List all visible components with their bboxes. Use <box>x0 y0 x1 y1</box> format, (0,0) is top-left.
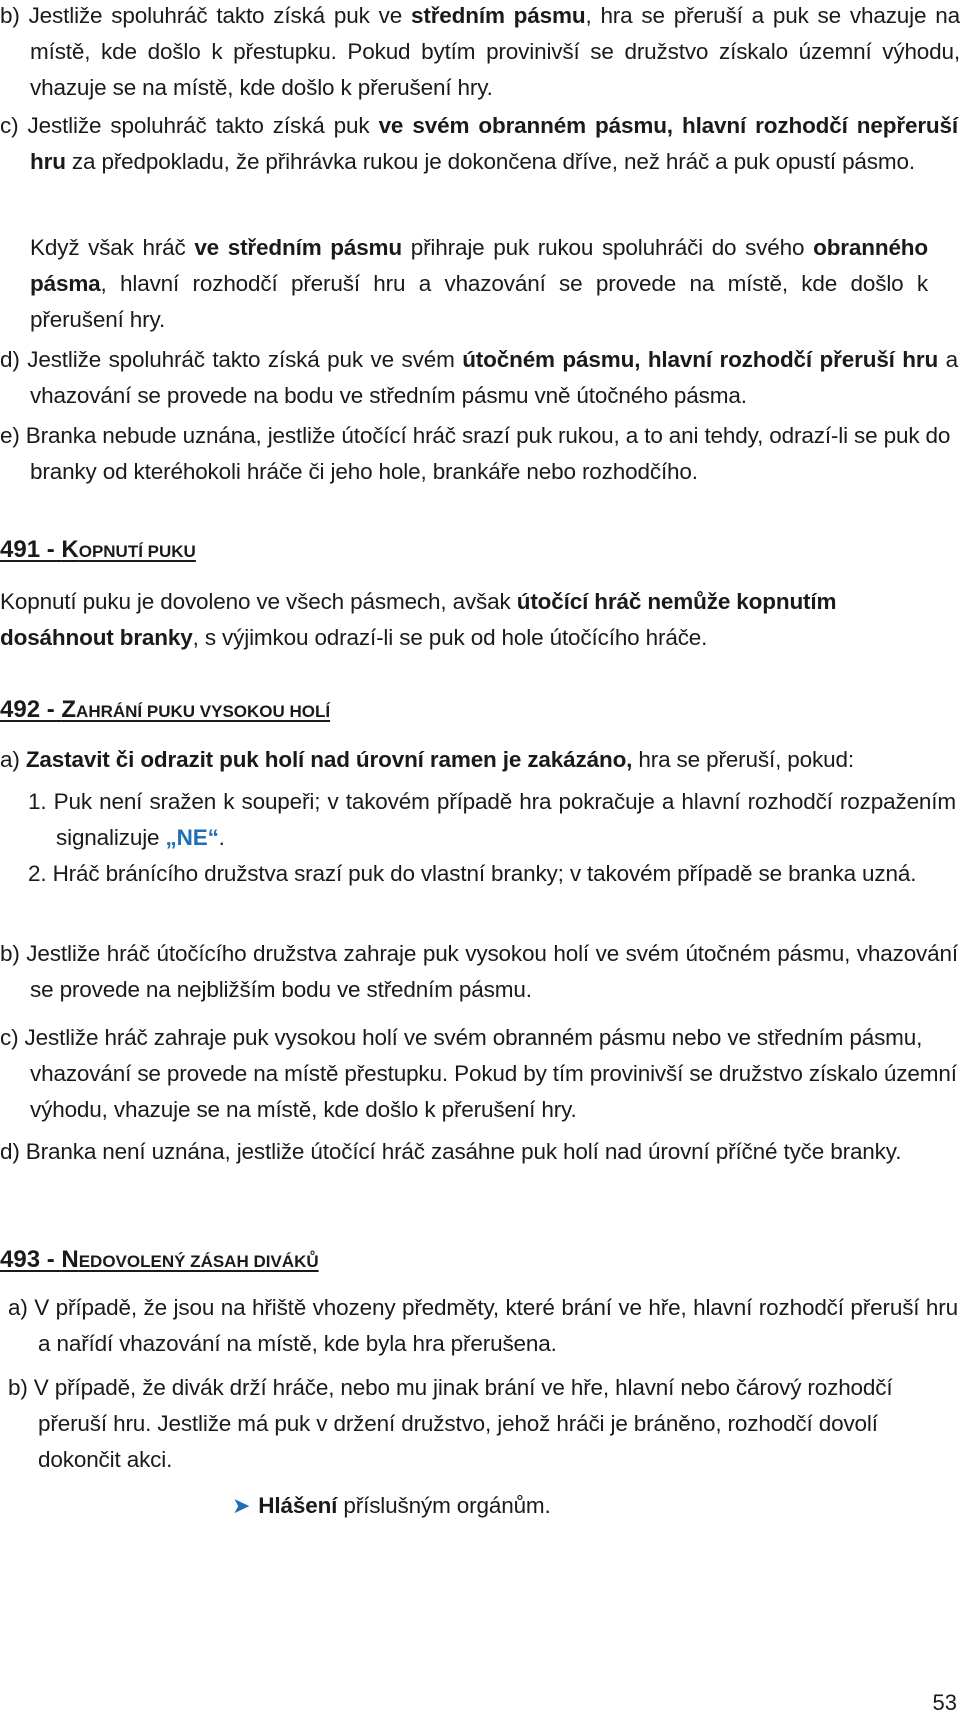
section-heading-491: 491 - KOPNUTÍ PUKU <box>0 536 196 563</box>
section-492-b: b) Jestliže hráč útočícího družstva zahraje puk vysokou holí ve svém útočném pásmu, vhazování se provede na nejbližším bodu ve středním pásmu. <box>0 941 958 1002</box>
section-heading-492: 492 - ZAHRÁNÍ PUKU VYSOKOU HOLÍ <box>0 696 331 723</box>
ne-signal: „NE“ <box>165 825 219 850</box>
rule-item-c-note: Když však hráč ve středním pásmu přihraje puk rukou spoluhráči do svého obranného pásma, hlavní rozhodčí přeruší hru a vhazování se provede na místě, kde došlo k přerušení hry. <box>30 235 928 332</box>
section-492-a-item-2: 2. Hráč bránícího družstva srazí puk do vlastní branky; v takovém případě se branka uzná. <box>28 861 917 886</box>
rule-item-e: e) Branka nebude uznána, jestliže útočící hráč srazí puk rukou, a to ani tehdy, odrazí-li se puk do branky od kteréhokoli hráče či jeho hole, brankáře nebo rozhodčího. <box>0 423 951 484</box>
section-492-c: c) Jestliže hráč zahraje puk vysokou holí ve svém obranném pásmu nebo ve středním pásmu, vhazování se provede na místě přestupku. Pokud by tím provinivší se družstvo získalo územní výhodu, vhazuje se na místě, kde došlo k přerušení hry. <box>0 1025 957 1122</box>
section-492-d: d) Branka není uznána, jestliže útočící hráč zasáhne puk holí nad úrovní příčné tyče branky. <box>0 1139 902 1164</box>
section-493-a: a) V případě, že jsou na hřiště vhozeny předměty, které brání ve hře, hlavní rozhodčí přeruší hru a nařídí vhazování na místě, kde byla hra přerušena. <box>8 1295 958 1356</box>
section-491-text: Kopnutí puku je dovoleno ve všech pásmech, avšak útočící hráč nemůže kopnutím dosáhnout branky, s výjimkou odrazí-li se puk od hole útočícího hráče. <box>0 589 837 650</box>
rule-item-b: b) Jestliže spoluhráč takto získá puk ve středním pásmu, hra se přeruší a puk se vhazuje na místě, kde došlo k přestupku. Pokud bytím provinivší se družstvo získalo územní výhodu, vhazuje se na místě, kde došlo k přerušení hry. <box>0 3 960 100</box>
section-492-a-item-1: 1. Puk není sražen k soupeři; v takovém případě hra pokračuje a hlavní rozhodčí rozpažením signalizuje „NE“. <box>28 789 956 850</box>
arrow-icon: ➤ <box>232 1493 251 1518</box>
section-493-b: b) V případě, že divák drží hráče, nebo mu jinak brání ve hře, hlavní nebo čárový rozhodčí přeruší hru. Jestliže má puk v držení družstvo, jehož hráči je bráněno, rozhodčí dovolí dokončit akci. <box>8 1375 893 1472</box>
rule-item-d: d) Jestliže spoluhráč takto získá puk ve svém útočném pásmu, hlavní rozhodčí přeruší hru a vhazování se provede na bodu ve středním pásmu vně útočného pásma. <box>0 347 958 408</box>
report-note: ➤ Hlášení příslušným orgánům. <box>232 1493 551 1518</box>
rule-item-c: c) Jestliže spoluhráč takto získá puk ve svém obranném pásmu, hlavní rozhodčí nepřeruší hru za předpokladu, že přihrávka rukou je dokončena dříve, než hráč a puk opustí pásmo. <box>0 113 958 174</box>
section-492-a: a) Zastavit či odrazit puk holí nad úrovní ramen je zakázáno, hra se přeruší, pokud: <box>0 747 854 772</box>
section-heading-493: 493 - NEDOVOLENÝ ZÁSAH DIVÁKŮ <box>0 1246 319 1273</box>
page-number: 53 <box>932 1690 957 1715</box>
